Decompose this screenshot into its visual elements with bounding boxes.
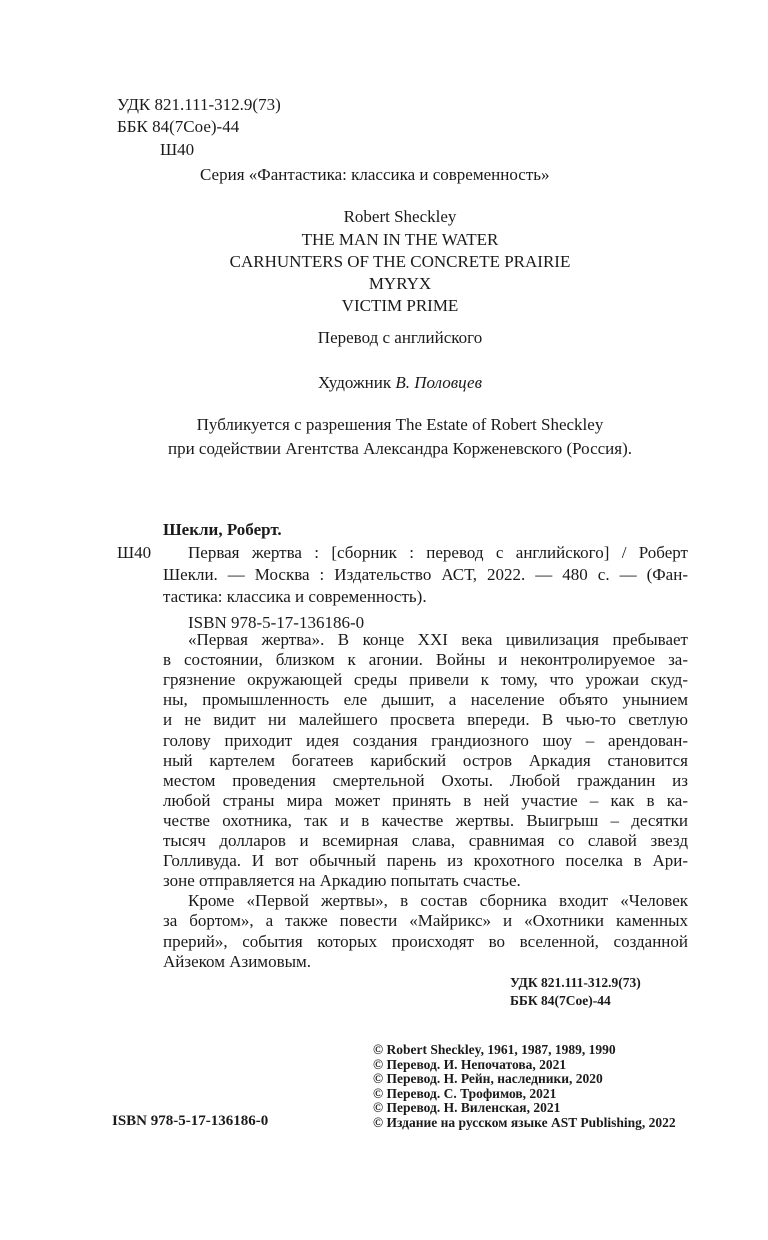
abstract-line: Айзеком Азимовым.: [163, 951, 312, 971]
artist-label: Художник: [318, 373, 392, 392]
abstract-line: тысяч долларов и всемирная слава, сравнимая со славой звезд: [163, 831, 688, 850]
catalog-author: Шекли, Роберт.: [163, 520, 282, 539]
catalog-isbn: ISBN 978-5-17-136186-0: [188, 613, 365, 632]
abstract-line: Кроме «Первой жертвы», в состав сборника входит «Человек: [188, 891, 688, 911]
abstract-line: местом проведения смертельной Охоты. Любой гражданин из: [163, 770, 688, 790]
series-title: Серия «Фантастика: классика и современность»: [200, 165, 550, 184]
abstract-line: и не видит ни малейшего просвета впереди. В чью-то светлую: [163, 710, 688, 730]
catalog-description: тастика: классика и современность).: [163, 587, 427, 606]
udk-code: УДК 821.111-312.9(73): [117, 95, 281, 114]
abstract-line: зоне отправляется на Аркадию попытать счастье.: [163, 871, 521, 891]
original-title: CARHUNTERS OF THE CONCRETE PRAIRIE: [229, 252, 571, 271]
abstract-line: Голливуда. И вот обычный парень из крохотного поселка в Ари-: [163, 851, 688, 871]
copyright-line: © Robert Sheckley, 1961, 1987, 1989, 1990: [373, 1042, 616, 1057]
abstract-line: прерий», события которых происходят во вселенной, созданной: [163, 931, 688, 951]
copyright-line: © Издание на русском языке AST Publishing, 2022: [373, 1114, 676, 1130]
abstract-line: голову приходит идея создания грандиозного шоу – арендован-: [163, 730, 688, 750]
permission-line: при содействии Агентства Александра Корженевского (Россия).: [167, 439, 632, 458]
artist-credit: [100, 373, 700, 393]
abstract-line: ны, промышленность еле дышит, а население объято унынием: [163, 690, 688, 710]
copyright-line: © Перевод. И. Непочатова, 2021: [373, 1056, 567, 1072]
abstract-line: любой страны мира может принять в ней участие – как в ка-: [163, 790, 688, 810]
permission-line: Публикуется с разрешения The Estate of Robert Sheckley: [196, 415, 604, 434]
original-author: Robert Sheckley: [343, 207, 457, 226]
copyright-line: © Перевод. Н. Виленская, 2021: [373, 1100, 561, 1115]
original-title: VICTIM PRIME: [341, 296, 459, 315]
abstract-line: за бортом», а также повести «Майрикс» и «Охотники каменных: [163, 911, 688, 931]
original-title: THE MAN IN THE WATER: [301, 230, 499, 249]
footer-isbn: ISBN 978-5-17-136186-0: [112, 1113, 269, 1129]
catalog-code: Ш40: [117, 543, 152, 562]
catalog-udk: УДК 821.111-312.9(73): [510, 975, 641, 990]
catalog-description: Первая жертва : [сборник : перевод с английского] / Роберт: [188, 543, 688, 562]
abstract-line: «Первая жертва». В конце XXI века цивилизация пребывает: [188, 630, 688, 649]
artist-name: В. Половцев: [395, 373, 482, 392]
author-mark: Ш40: [160, 140, 195, 159]
catalog-bbk: ББК 84(7Сое)-44: [510, 993, 611, 1008]
original-title: MYRYX: [368, 274, 432, 293]
translation-note: Перевод с английского: [317, 328, 483, 347]
abstract-line: честве охотника, так и в качестве жертвы. Выигрыш – десятки: [163, 810, 688, 830]
catalog-description: Шекли. — Москва : Издательство АСТ, 2022. — 480 с. — (Фан-: [163, 565, 688, 584]
abstract-line: ный картелем богатеев карибский остров Аркадия становится: [163, 750, 688, 770]
abstract-line: в состоянии, близком к агонии. Войны и неконтролируемое за-: [163, 650, 688, 670]
abstract-line: грязнение окружающей среды привели к тому, что урожаи скуд-: [163, 670, 688, 690]
copyright-line: © Перевод. С. Трофимов, 2021: [373, 1085, 557, 1101]
bbk-code: ББК 84(7Сое)-44: [117, 117, 240, 136]
copyright-line: © Перевод. Н. Рейн, наследники, 2020: [373, 1071, 603, 1086]
